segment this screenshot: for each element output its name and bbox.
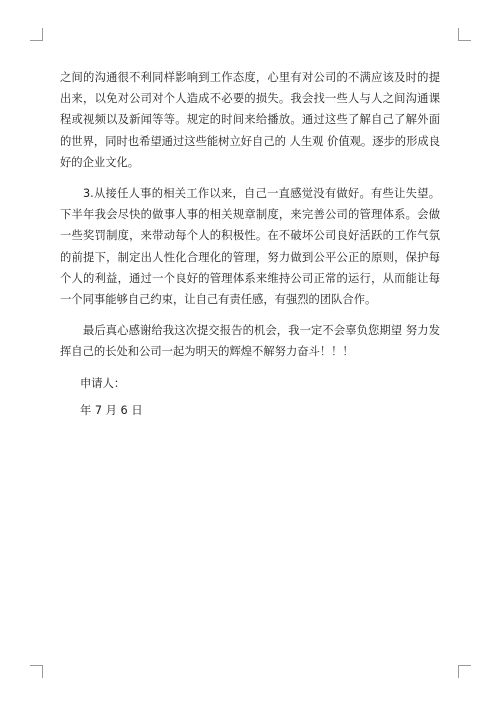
- paragraph-hr-plan: 3.从接任人事的相关工作以来，自己一直感觉没有做好。有些让失望。下半年我会尽快的做事人事的相关规章制度，来完善公司的管理体系。会做一些奖罚制度，来带动每个人的积极性。在不破坏公司良好活跃的工作气氛的前提下，制定出人性化合理化的管理，努力做到公平公正的原则，保护每个人的利益，通过一个良好的管理体系来维持公司正常的运行，从而能让每一个同事能够自己约束，让自己有责任感，有强烈的团队合作。: [60, 187, 440, 307]
- document-body: [60, 67, 440, 421]
- crop-mark-top-right: [458, 28, 471, 41]
- crop-mark-bottom-right: [458, 665, 471, 678]
- crop-mark-top-left: [30, 28, 43, 41]
- date-line: 年 7 月 6 日: [80, 403, 143, 417]
- crop-mark-bottom-left: [30, 665, 43, 678]
- paragraph-closing: 最后真心感谢给我这次提交报告的机会，我一定不会辜负您期望 努力发挥自己的长处和公司一起为明天的辉煌不解努力奋斗！！！: [60, 324, 440, 359]
- paragraph-communication: 之间的沟通很不利同样影响到工作态度，心里有对公司的不满应该及时的提出来，以免对公司对个人造成不必要的损失。我会找一些人与人之间沟通课程或视频以及新闻等等。规定的时间来给播放。通过这些了解自己了解外面的世界，同时也希望通过这些能树立好自己的 人生观 价值观。逐步的形成良好的企业文化。: [60, 71, 440, 169]
- applicant-label: 申请人：: [80, 376, 126, 390]
